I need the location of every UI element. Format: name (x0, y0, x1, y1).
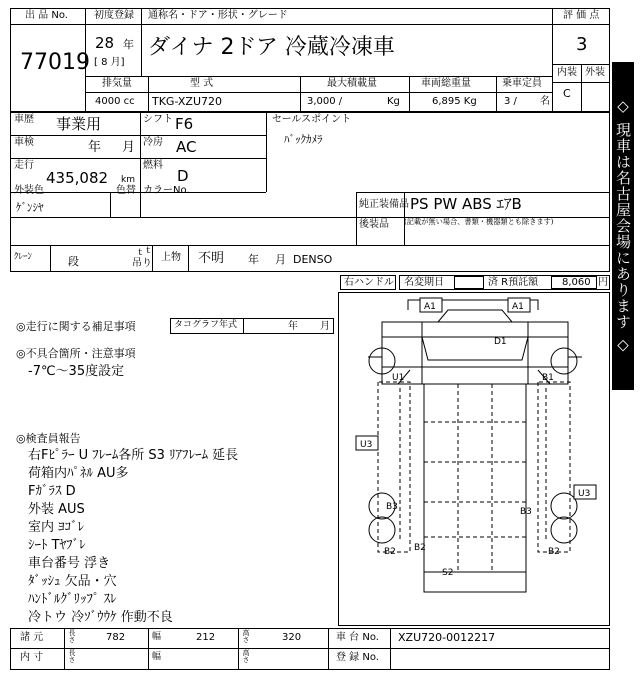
mark-a1-right: A1 (512, 302, 524, 312)
length: 782 (106, 632, 126, 643)
crane-hang: 吊り (132, 258, 152, 269)
grade-label: 評 価 点 (563, 10, 600, 21)
inner-width-label: 幅 (152, 652, 162, 662)
mileage-label: 走行 (14, 160, 34, 171)
ac: AC (176, 138, 197, 156)
upper-label: 上物 (161, 252, 181, 263)
defects-title: ◎不具合箇所・注意事項 (16, 347, 136, 360)
overall-grade: 3 (576, 34, 588, 55)
color-change-suffix: ｔ (144, 246, 154, 256)
width-label: 幅 (152, 632, 162, 642)
equipment-label: 純正装備品 (359, 199, 409, 210)
shift: F6 (175, 115, 194, 133)
inspector-line-6: ｼｰﾄ Tﾔﾌﾞﾚ (28, 538, 86, 553)
first-reg-label: 初度登録 (94, 10, 134, 21)
chassis-label: 車 台 No. (336, 632, 379, 643)
mark-b2-center: B2 (414, 543, 426, 553)
inspection-month: 月 (122, 140, 136, 155)
inner-length-label: 長さ (68, 649, 76, 663)
mileage: 435,082 (46, 169, 109, 187)
chassis-number: XZU720-0012217 (398, 631, 496, 644)
truck-damage-diagram (338, 292, 610, 626)
inspection-label: 車検 (14, 137, 34, 148)
equipment: PS PW ABS ｴｱB (410, 195, 522, 213)
dims-label: 諸 元 (20, 632, 44, 643)
displacement: 4000 cc (95, 96, 135, 107)
defects-text: -7℃～35度設定 (28, 364, 125, 379)
mark-d1: D1 (494, 337, 507, 347)
aftermarket-note: (記載が無い場合、書類・機器類とも除きます) (404, 218, 554, 227)
shift-label: シフト (143, 114, 173, 125)
yen-unit: 円 (598, 277, 608, 288)
color-code-label: カラーNo. (143, 185, 190, 196)
max-load: 3,000 / (307, 96, 343, 107)
recycle-fee: 8,060 (562, 277, 591, 288)
color-change-label: 色替 (116, 185, 136, 196)
capacity-label: 乗車定員 (502, 78, 542, 89)
model: TKG-XZU720 (152, 95, 222, 108)
mark-u3-right: U3 (578, 489, 591, 499)
lot-number: 77019 (20, 50, 90, 75)
height-label: 高さ (242, 629, 250, 643)
gross-weight-label: 車両総重量 (421, 78, 471, 89)
inspector-line-10: 冷トウ 冷ｿﾞｳｳｹ 作動不良 (28, 610, 173, 625)
footer-grid (10, 628, 610, 670)
inspection-year: 年 (88, 140, 102, 155)
interior-label: 内装 (557, 67, 577, 78)
sales-point: ﾊﾞｯｸｶﾒﾗ (284, 133, 323, 146)
crane-ton: ｔ (136, 248, 146, 258)
sales-point-label: セールスポイント (272, 114, 352, 125)
displacement-label: 排気量 (102, 78, 132, 89)
inspector-title: ◎検査員報告 (16, 432, 81, 445)
tax-label: 済 R預託額 (488, 277, 539, 288)
max-load-label: 最大積載量 (327, 78, 377, 89)
ac-label: 冷房 (143, 137, 163, 148)
capacity-unit: 名 (540, 96, 550, 107)
inspector-line-1: 右Fﾋﾟﾗｰ U ﾌﾚｰﾑ各所 S3 ﾘｱﾌﾚｰﾑ 延長 (28, 448, 239, 463)
mark-u1: U1 (392, 373, 405, 383)
max-load-unit: Kg (387, 96, 400, 107)
inspector-line-2: 荷箱内ﾊﾟﾈﾙ AU多 (28, 466, 129, 481)
inspector-line-5: 室内 ﾖｺﾞﾚ (28, 520, 85, 535)
upper: 不明 (198, 251, 225, 266)
inner-height-label: 高さ (242, 649, 250, 663)
inspector-line-8: ﾀﾞｯｼｭ 欠品・穴 (28, 574, 117, 589)
name-change-field (454, 276, 484, 289)
tacho-label: タコグラフ年式 (174, 320, 238, 330)
history-label: 車歴 (14, 114, 34, 125)
mark-b2-right: B2 (548, 547, 560, 557)
height: 320 (282, 632, 302, 643)
registration-label: 登 録 No. (336, 652, 379, 663)
tacho-month: 月 (320, 321, 330, 332)
inner-dims-label: 内 寸 (20, 652, 44, 663)
mileage-unit: km (121, 175, 135, 185)
upper-month: 月 (275, 253, 286, 266)
name-change-label: 名変期日 (404, 277, 444, 288)
interior-grade: C (563, 87, 571, 100)
fuel: D (177, 167, 189, 185)
inspector-line-9: ﾊﾝﾄﾞﾙｸﾞﾘｯﾌﾟ ｽﾚ (28, 592, 117, 607)
inspector-line-7: 車台番号 浮き (28, 556, 111, 571)
mark-b3-left: B3 (386, 502, 398, 512)
driving-title: ◎走行に関する補足事項 (16, 320, 136, 333)
history: 事業用 (56, 115, 102, 133)
exterior-label: 外装 (585, 67, 605, 78)
length-label: 長さ (68, 629, 76, 643)
upper-year: 年 (248, 253, 259, 266)
capacity: 3 / (504, 96, 517, 107)
mark-a1-left: A1 (424, 302, 436, 312)
rhd-label: 右ハンドル (344, 277, 394, 288)
first-reg-month: [ 8 月] (94, 57, 125, 68)
color-label: 外装色 (14, 185, 44, 196)
width: 212 (196, 632, 216, 643)
car-name: ダイナ 2ドア 冷蔵冷凍車 (148, 35, 395, 60)
first-reg-year: 28 (95, 34, 115, 52)
inspector-line-3: Fｶﾞﾗｽ D (28, 484, 76, 499)
fuel-label: 燃料 (143, 160, 163, 171)
lot-label: 出 品 No. (25, 10, 68, 21)
crane-stage: 段 (68, 255, 79, 268)
inspector-line-4: 外装 AUS (28, 502, 85, 517)
color: ｹﾞﾝｼﾔ (16, 201, 44, 214)
name-label: 通称名・ドア・形状・グレード (148, 10, 288, 21)
mark-s2: S2 (442, 568, 454, 578)
gross-weight: 6,895 Kg (432, 96, 477, 107)
tacho-year: 年 (288, 321, 298, 332)
mark-u3-left: U3 (360, 440, 373, 450)
mark-b1: B1 (542, 373, 554, 383)
crane-label: ｸﾚｰﾝ (14, 252, 33, 262)
model-label: 型 式 (190, 78, 214, 89)
venue-banner: ◇ 現車は名古屋会場にあります ◇ (612, 62, 634, 390)
mark-b2-left: B2 (384, 547, 396, 557)
aftermarket-label: 後装品 (359, 219, 389, 230)
mark-b3-right: B3 (520, 507, 532, 517)
upper-maker: DENSO (293, 253, 333, 266)
year-unit: 年 (123, 38, 134, 51)
